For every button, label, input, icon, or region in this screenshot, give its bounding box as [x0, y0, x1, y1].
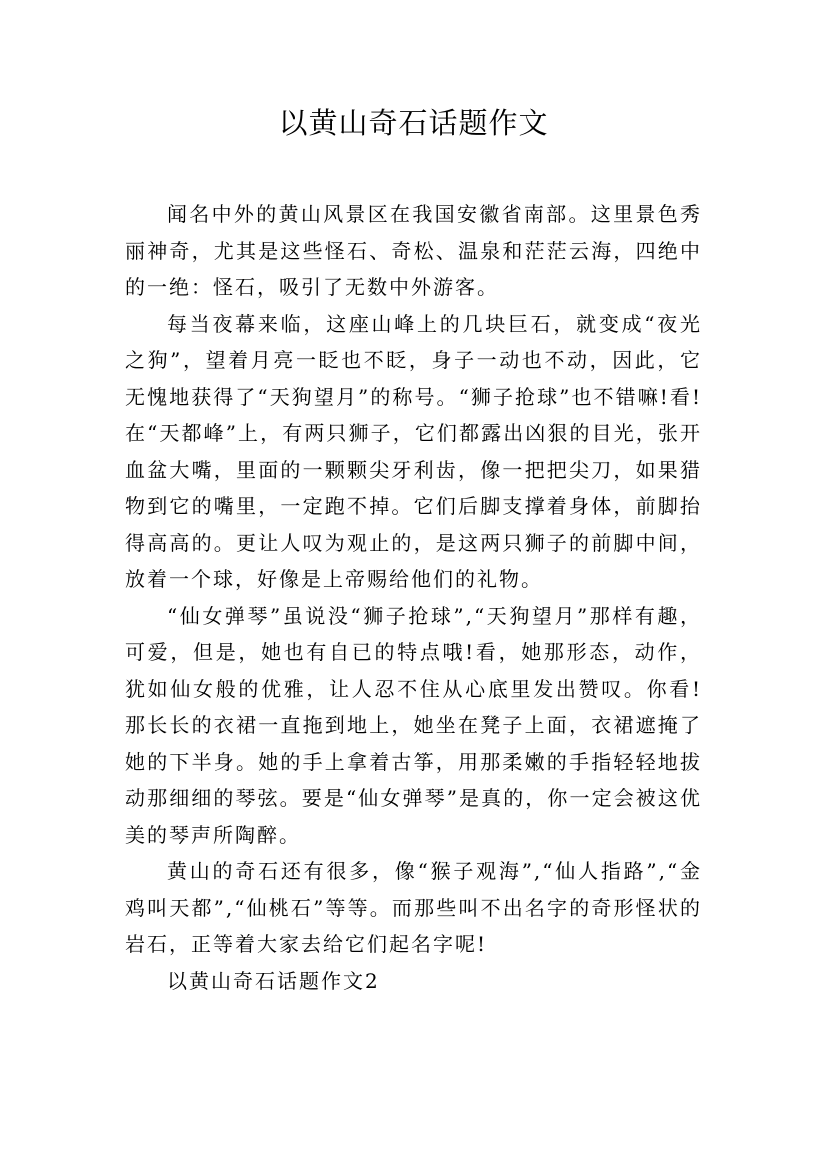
- paragraph-tiangou-shizi: 每当夜幕来临，这座山峰上的几块巨石，就变成“夜光之狗”，望着月亮一眨也不眨，身子一动也不动，因此，它无愧地获得了“天狗望月”的称号。“狮子抢球”也不错嘛!看!在“天都峰”上，有两只狮子，它们都露出凶狠的目光，张开血盆大嘴，里面的一颗颗尖牙利齿，像一把把尖刀，如果猎物到它的嘴里，一定跑不掉。它们后脚支撑着身体，前脚抬得高高的。更让人叹为观止的，是这两只狮子的前脚中间，放着一个球，好像是上帝赐给他们的礼物。: [125, 311, 702, 591]
- paragraph-xiannv: “仙女弹琴”虽说没“狮子抢球”,“天狗望月”那样有趣，可爱，但是，她也有自已的特点哦!看，她那形态，动作，犹如仙女般的优雅，让人忍不住从心底里发出赞叹。你看!那长长的衣裙一直拖到地上，她坐在凳子上面，衣裙遮掩了她的下半身。她的手上拿着古筝，用那柔嫩的手指轻轻地拔动那细细的琴弦。要是“仙女弹琴”是真的，你一定会被这优美的琴声所陶醉。: [125, 603, 702, 847]
- document-title: 以黄山奇石话题作文: [278, 106, 549, 140]
- paragraph-intro: 闻名中外的黄山风景区在我国安徽省南部。这里景色秀丽神奇，尤其是这些怪石、奇松、温泉和茫茫云海，四绝中的一绝：怪石，吸引了无数中外游客。: [125, 202, 702, 299]
- paragraph-next-title: 以黄山奇石话题作文2: [167, 968, 380, 993]
- paragraph-more-rocks: 黄山的奇石还有很多，像“猴子观海”,“仙人指路”,“金鸡叫天都”,“仙桃石”等等。而那些叫不出名字的奇形怪状的岩石，正等着大家去给它们起名字呢!: [125, 859, 702, 956]
- document-body: [125, 196, 702, 999]
